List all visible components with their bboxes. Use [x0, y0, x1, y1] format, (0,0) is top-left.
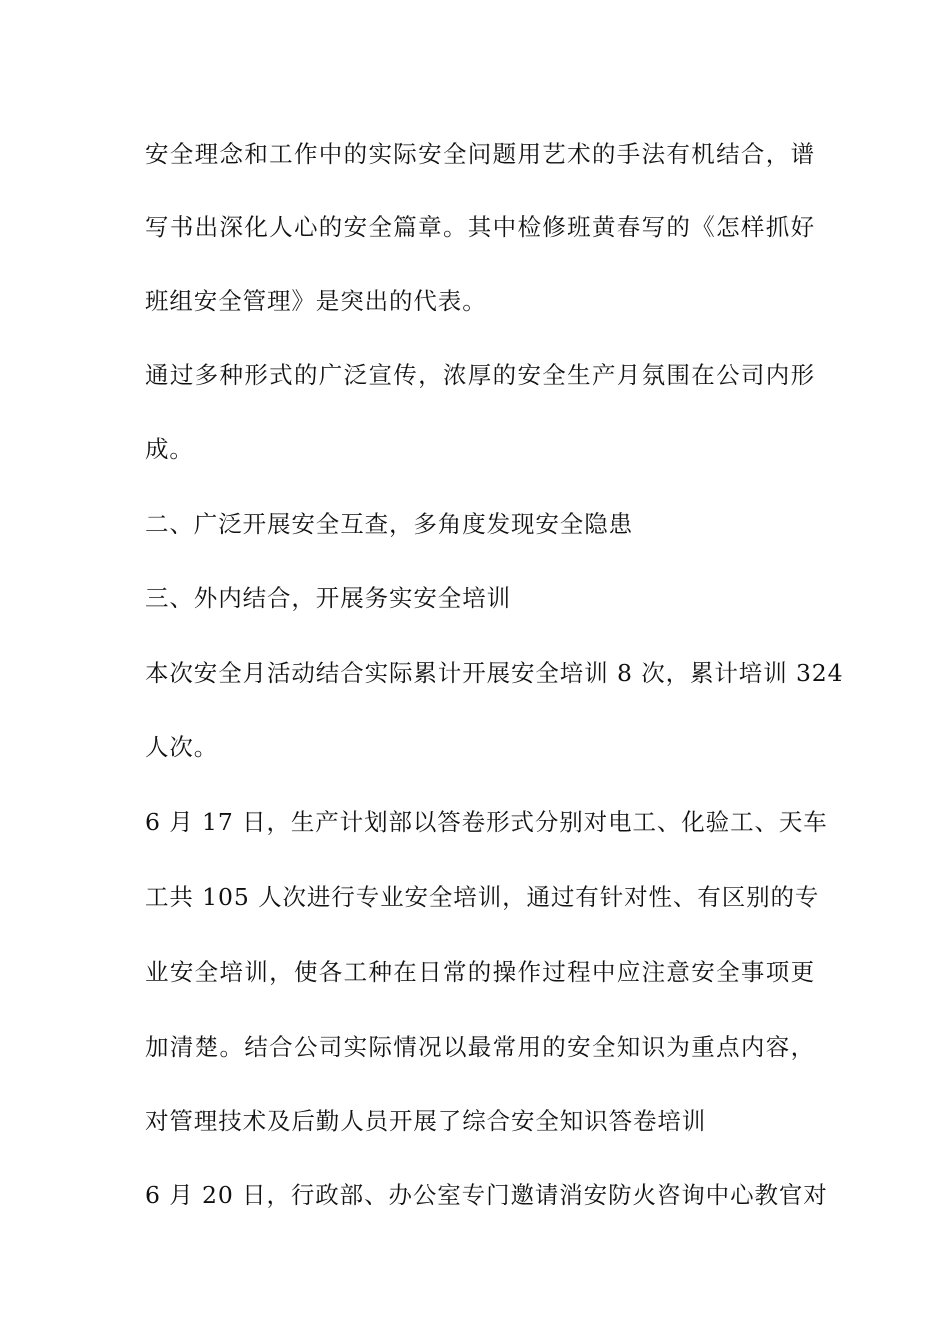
text-line: 安全理念和工作中的实际安全问题用艺术的手法有机结合，谱 — [145, 140, 815, 168]
section-heading: 三、外内结合，开展务实安全培训 — [145, 584, 511, 612]
text-line: 班组安全管理》是突出的代表。 — [145, 287, 487, 315]
text-line: 对管理技术及后勤人员开展了综合安全知识答卷培训 — [145, 1107, 707, 1135]
text-line: 本次安全月活动结合实际累计开展安全培训 8 次，累计培训 324 — [145, 659, 844, 687]
text-line: 6 月 17 日，生产计划部以答卷形式分别对电工、化验工、天车 — [145, 808, 828, 836]
section-heading: 二、广泛开展安全互查，多角度发现安全隐患 — [145, 510, 633, 538]
text-line: 6 月 20 日，行政部、办公室专门邀请消安防火咨询中心教官对 — [145, 1181, 828, 1209]
text-line: 人次。 — [145, 733, 219, 761]
text-line: 成。 — [145, 435, 194, 463]
text-line: 加清楚。结合公司实际情况以最常用的安全知识为重点内容， — [145, 1033, 815, 1061]
text-line: 通过多种形式的广泛宣传，浓厚的安全生产月氛围在公司内形 — [145, 361, 815, 389]
text-line: 业安全培训，使各工种在日常的操作过程中应注意安全事项更 — [145, 958, 815, 986]
text-line: 写书出深化人心的安全篇章。其中检修班黄春写的《怎样抓好 — [145, 213, 815, 241]
text-line: 工共 105 人次进行专业安全培训，通过有针对性、有区别的专 — [145, 883, 820, 911]
